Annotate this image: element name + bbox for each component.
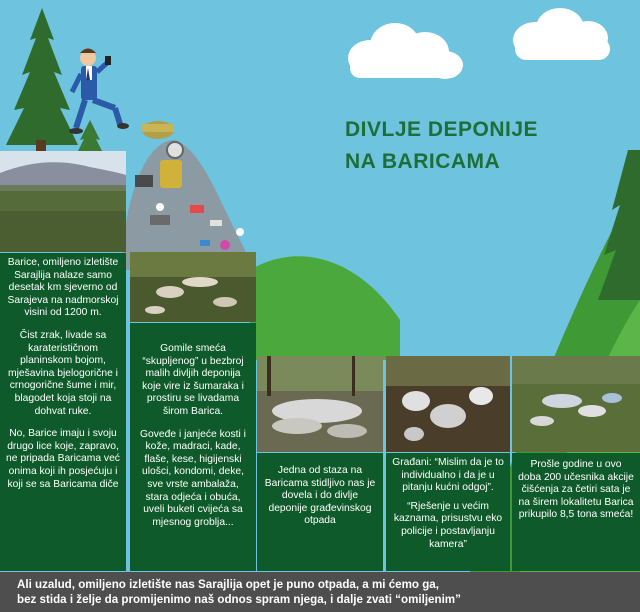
garbage-text-box xyxy=(130,323,256,571)
citizens-text-box xyxy=(386,453,510,571)
title-line-1: DIVLJE DEPONIJE xyxy=(345,118,539,141)
garbage-bags-photo xyxy=(386,356,510,452)
footer-line-2: bez stida i želje da promijenimo naš odnos spram njega, i dalje zvati “omiljenim” xyxy=(17,593,461,606)
person-illustration xyxy=(69,49,129,135)
bones-photo xyxy=(130,252,256,322)
garbage-paragraph-2: Goveđe i janjeće kosti i kože, madraci, kade, flaše, kese, higijenski ulošci, kondomi, deke, sve vrste ambalaža, stara odjeća i obuća, uveli buketi cvijeća sa mjesnog groblja... xyxy=(140,428,246,528)
litter-field-photo xyxy=(512,356,640,452)
cleanup-text-box xyxy=(512,453,640,571)
intro-paragraph-1: Barice, omiljeno izletište Sarajlija nalaze samo desetak km sjeverno od Sarajeva na nadmorskoj visini od 1200 m. xyxy=(7,257,119,319)
garbage-paragraph-1: Gomile smeća “skupljenog” u bezbroj malih divljih deponija koje vire iz šumaraka i prostiru se livadama širom Barica. xyxy=(142,343,244,417)
construction-waste-photo xyxy=(257,356,383,452)
cleanup-paragraph-1: Prošle godine u ovo doba 200 učesnika akcije čišćenja za četiri sata je na širem lokalitetu Barica prikupilo 8,5 tona smeća! xyxy=(518,459,634,521)
small-tree xyxy=(76,120,104,155)
footer-banner xyxy=(0,572,640,612)
citizens-paragraph-1: Građani: “Mislim da je to individualno i da je u pitanju kućni odgoj”. xyxy=(392,457,504,494)
intro-text-box xyxy=(0,253,126,571)
cloud-left xyxy=(348,23,463,79)
landscape-photo xyxy=(0,151,126,252)
footer-line-1: Ali uzalud, omiljeno izletište nas Sarajlija opet je puno otpada, a mi ćemo ga, xyxy=(17,578,439,591)
title-line-2: NA BARICAMA xyxy=(345,150,501,173)
cloud-right xyxy=(513,8,610,60)
path-paragraph-1: Jedna od staza na Baricama stidljivo nas je dovela i do divlje deponije građevinskog otpada xyxy=(264,465,376,527)
citizens-paragraph-2: “Rješenje u većim kaznama, prisustvu eko policije i postavljanju kamera” xyxy=(393,500,503,550)
intro-paragraph-2: Čist zrak, livade sa karaterističnom planinskom bojom, mješavina bjelogorične i crnogorične šume i mir, blagodet koja stoji na dohvat ruke. xyxy=(8,329,118,417)
left-tree xyxy=(6,8,78,156)
trash-pile-illustration xyxy=(122,121,252,270)
path-text-box xyxy=(257,453,383,571)
intro-paragraph-3: No, Barice imaju i svoju drugo lice koje, zapravo, ne pripada Baricama već onima koji ih posjećuju i koji se sa Baricama diče xyxy=(6,428,120,490)
center-hill xyxy=(250,256,400,360)
